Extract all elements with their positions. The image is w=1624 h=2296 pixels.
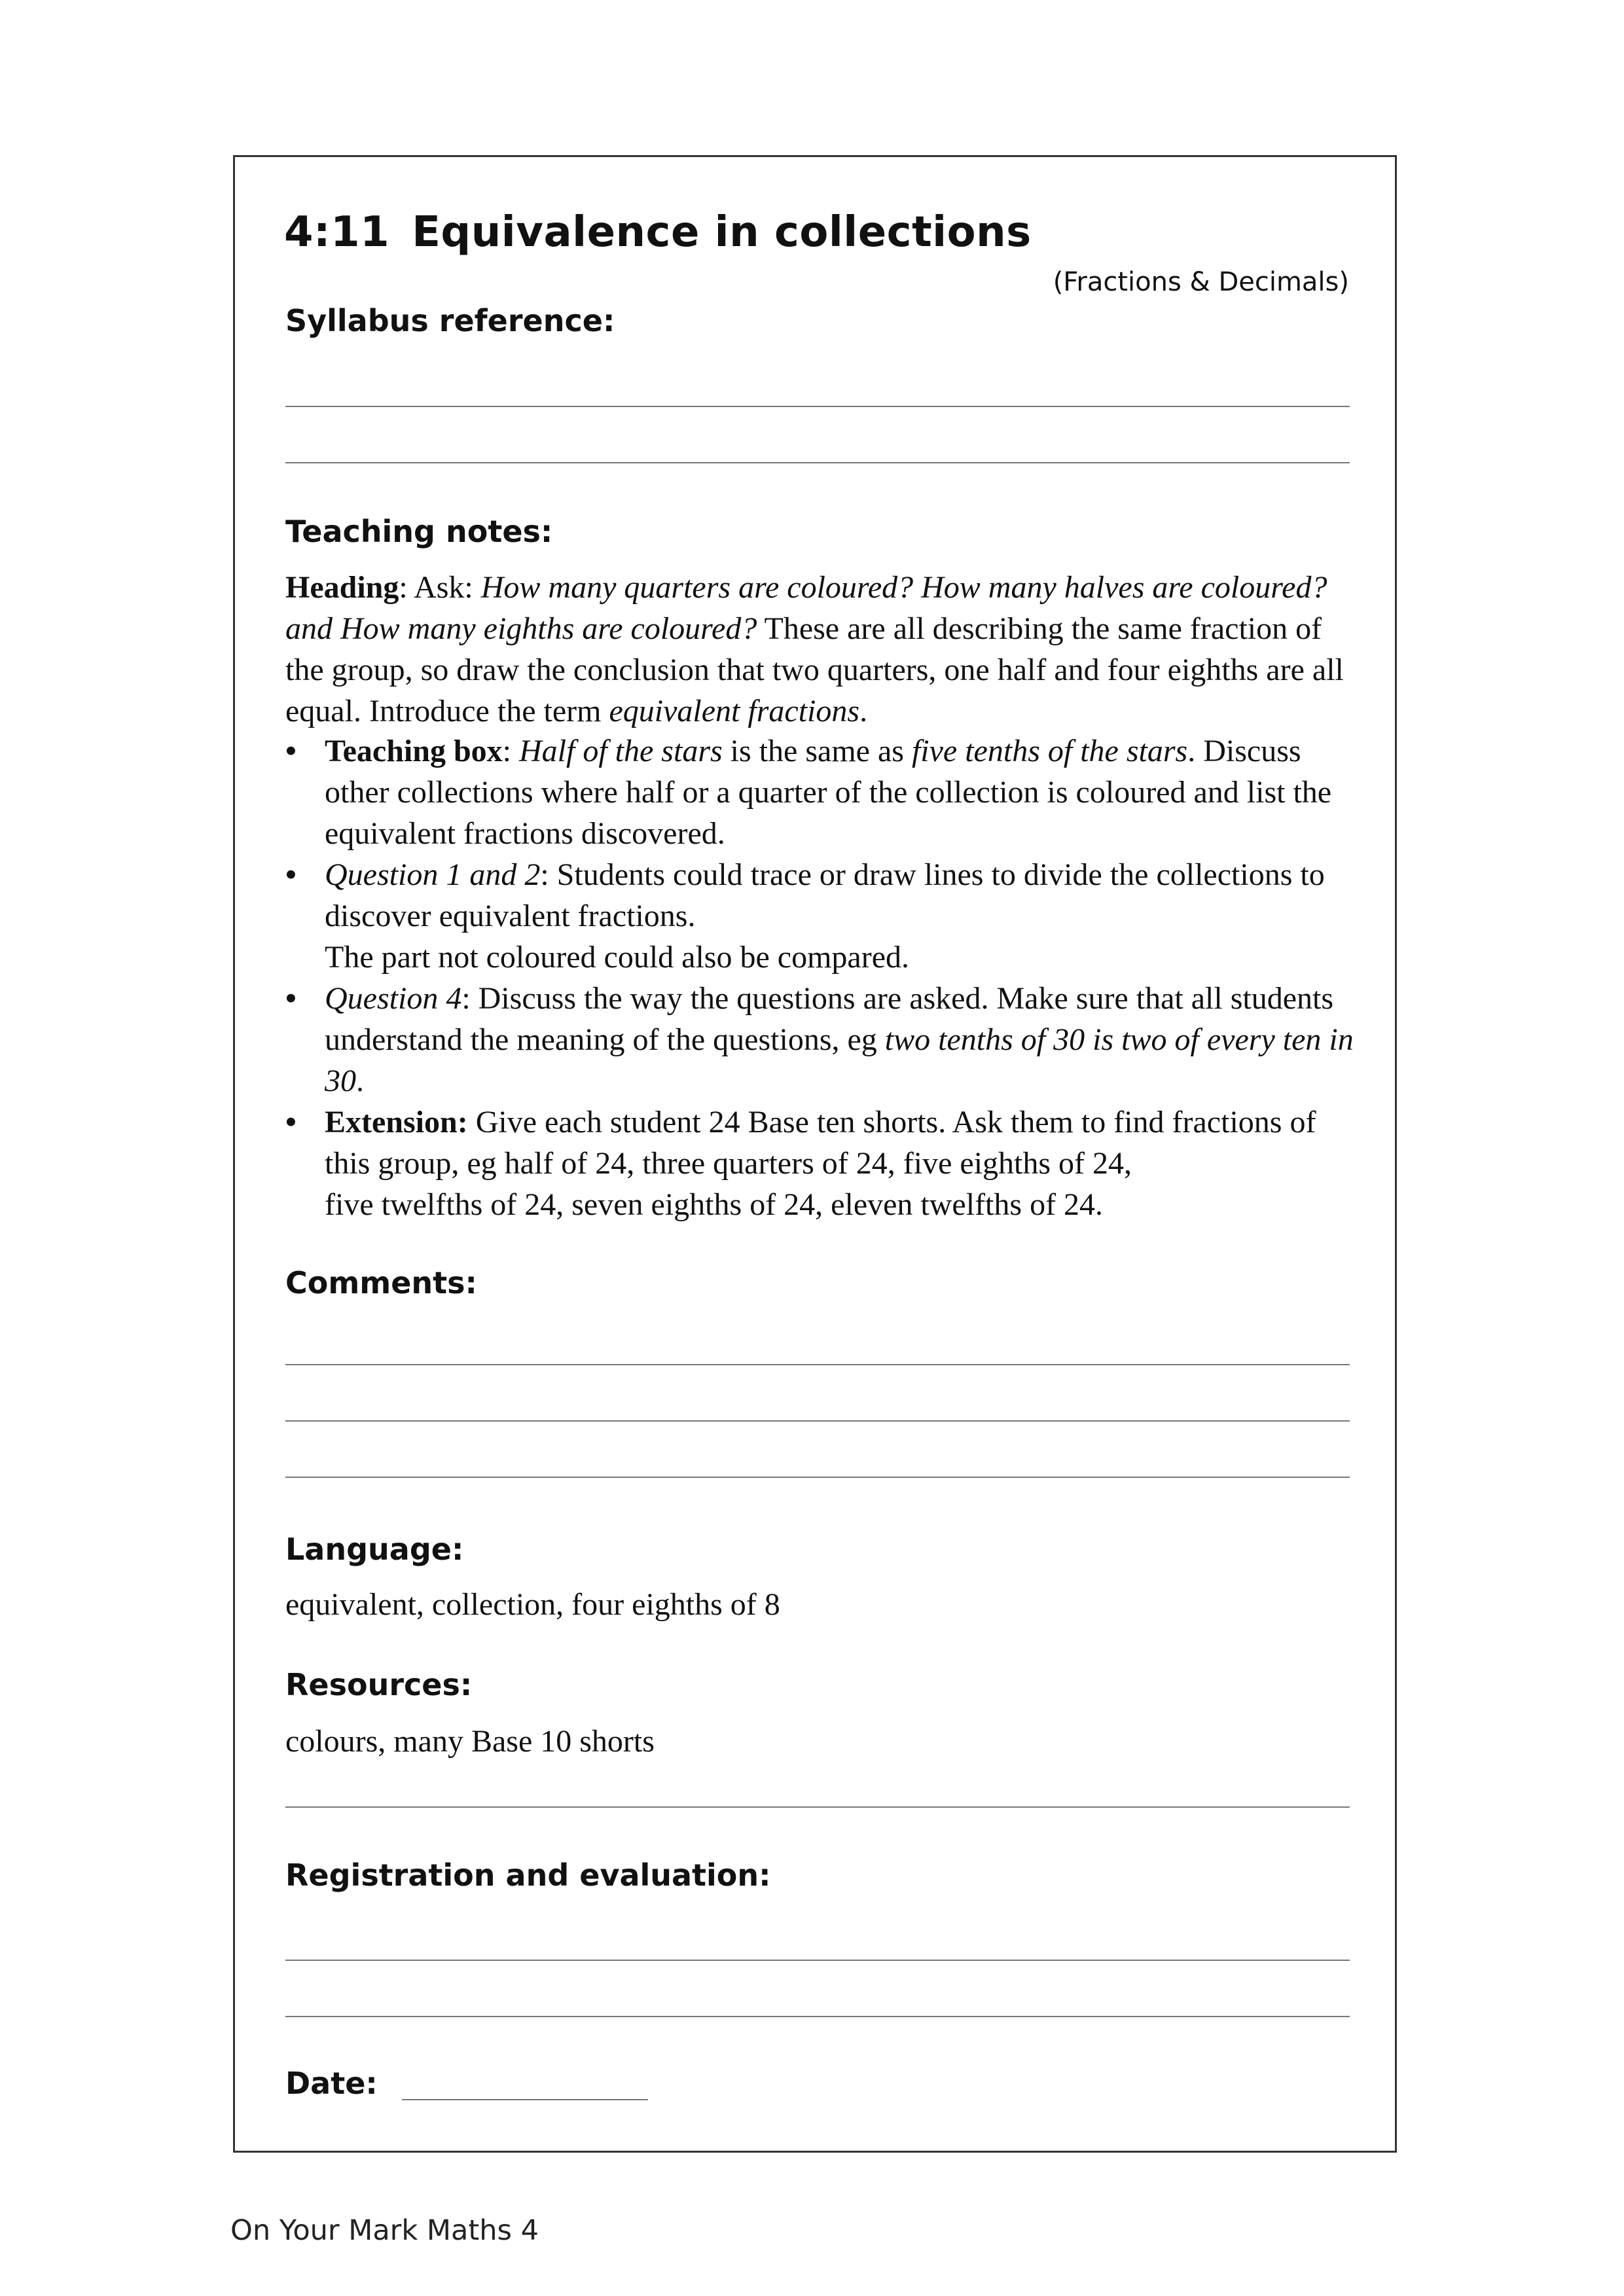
footer-text: On Your Mark Maths 4 (230, 2214, 539, 2247)
list-item (285, 854, 1359, 978)
teaching-heading: Teaching notes: (285, 514, 553, 549)
heading-ask: : Ask: (399, 570, 481, 605)
registration-line-1 (285, 1960, 1350, 1961)
teaching-box-rest: . Discuss other collections where half or a quarter of the collection is coloured and list the equivalent fractions discovered. (325, 734, 1332, 851)
heading-questions: How many quarters are coloured? How many halves are coloured? and How many eighths are coloured? (285, 570, 1327, 646)
syllabus-line-1 (285, 406, 1350, 407)
lesson-number: 4:11 (284, 208, 390, 257)
registration-line-2 (285, 2016, 1350, 2017)
language-text: equivalent, collection, four eighths of 8 (285, 1587, 780, 1622)
comments-line-1 (285, 1364, 1350, 1365)
question-1-2-rest: : Students could trace or draw lines to divide the collections to discover equivalent fractions. (325, 857, 1325, 933)
question-1-2-extra: The part not coloured could also be compared. (325, 940, 910, 975)
resources-text: colours, many Base 10 shorts (285, 1724, 655, 1759)
registration-heading: Registration and evaluation: (285, 1857, 771, 1893)
date-label: Date: (285, 2066, 378, 2101)
extension-rest: Give each student 24 Base ten shorts. Ask them to find fractions of this group, eg half of 24, three quarters of 24, five eighths of 24, (325, 1105, 1316, 1181)
comments-heading: Comments: (285, 1265, 477, 1300)
bullet: • (285, 981, 297, 1016)
resources-line (285, 1806, 1350, 1808)
question-4-end: . (356, 1064, 364, 1098)
date-line (402, 2099, 648, 2100)
subject-label: (Fractions & Decimals) (1053, 267, 1349, 297)
extension-label: Extension: (325, 1105, 468, 1139)
bullet: • (285, 857, 297, 892)
list-item (285, 978, 1359, 1102)
teaching-box-mid: is the same as (722, 734, 912, 768)
lesson-title: Equivalence in collections (412, 208, 1032, 257)
language-heading: Language: (285, 1532, 464, 1567)
comments-line-3 (285, 1477, 1350, 1478)
heading-end: . (859, 694, 868, 728)
teaching-list (285, 730, 1359, 1225)
question-4-example: two tenths of 30 is two of every ten in 30 (325, 1022, 1354, 1098)
resources-heading: Resources: (285, 1667, 473, 1702)
list-item (285, 1102, 1359, 1225)
heading-label: Heading (285, 570, 399, 605)
heading-term: equivalent fractions (609, 694, 860, 728)
syllabus-heading: Syllabus reference: (285, 303, 615, 338)
question-4-label: Question 4 (325, 981, 462, 1016)
teaching-box-sep: : (502, 734, 519, 768)
comments-line-2 (285, 1420, 1350, 1422)
list-item (285, 730, 1359, 854)
teaching-box-phrase-1: Half of the stars (518, 734, 723, 768)
bullet: • (285, 734, 297, 768)
heading-rest: These are all describing the same fraction of the group, so draw the conclusion that two quarters, one half and four eighths are all equal. Introduce the term (285, 611, 1344, 728)
extension-rest-2: five twelfths of 24, seven eighths of 24, eleven twelfths of 24. (325, 1187, 1104, 1222)
question-4-rest: : Discuss the way the questions are asked. Make sure that all students understand the meaning of the questions, eg (325, 981, 1334, 1057)
page-title (284, 208, 1032, 257)
teaching-box-label: Teaching box (325, 734, 503, 768)
heading-note (285, 567, 1359, 732)
syllabus-line-2 (285, 462, 1350, 463)
bullet: • (285, 1105, 297, 1139)
teaching-box-phrase-2: five tenths of the stars (911, 734, 1188, 768)
question-1-2-label: Question 1 and 2 (325, 857, 541, 892)
